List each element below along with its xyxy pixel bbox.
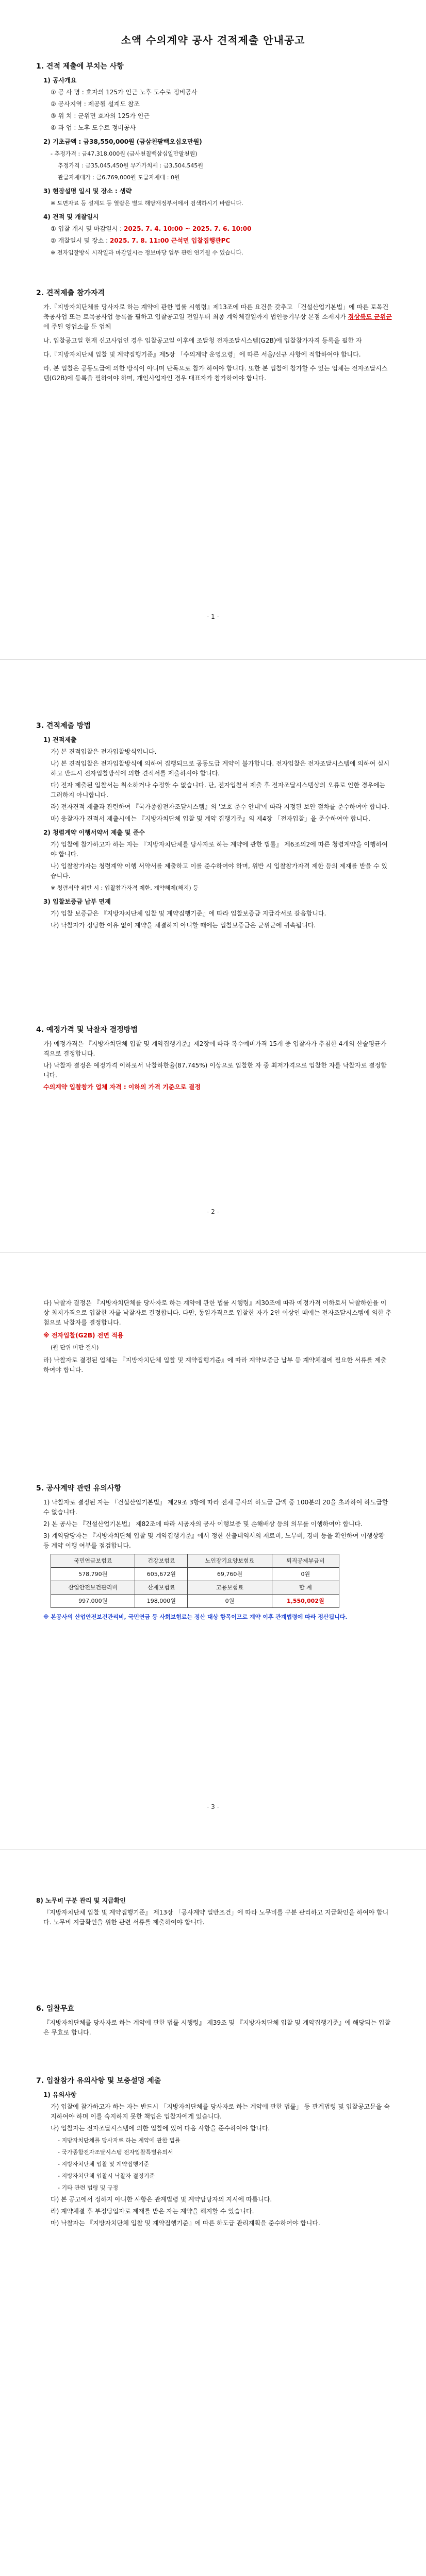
section-7-title: 7. 입찰참가 유의사항 및 보충설명 제출 (36, 2077, 161, 2085)
section-4-title: 4. 예정가격 및 낙찰자 결정방법 (36, 1026, 138, 1034)
labor-cost-text: 『지방자치단체 입찰 및 계약집행기준』 제13장 「공사계약 일반조건」에 따라 노무비를 구분 관리하고 지급확인을 하여야 합니다. 노무비 지급확인을 위한 관련 서류를 제출하여야 합니다. (43, 1909, 389, 1926)
notes-heading: 1) 유의사항 (43, 2091, 77, 2098)
page-number: - 2 - (207, 1208, 219, 1215)
bid-item: 다) 전자 제출된 입찰서는 취소하거나 수정할 수 없습니다. 단, 전자입찰서 제출 후 전자조달시스템상의 오류로 인한 경우에는 그러하지 아니합니다. (51, 782, 386, 799)
price-method-item: 나) 낙찰자 결정은 예정가격 이하로서 낙찰하한율(87.745%) 이상으로 입찰한 자 중 최저가격으로 입찰한 자를 낙찰자로 결정합니다. (43, 1062, 387, 1079)
qualification-item: 나. 입찰공고일 현재 신고사업인 경우 입찰공고일 이후에 조달청 전자조달시스템(G2B)에 입찰참가자격 등록을 필한 자 (43, 337, 362, 344)
bid-submission-heading: 1) 견적제출 (43, 736, 77, 743)
insurance-note: ※ 본공사의 산업안전보건관리비, 국민연금 등 사회보험료는 정산 대상 항목이므로 계약 이후 관계법령에 따라 정산됩니다. (43, 1614, 348, 1620)
page-divider (0, 659, 426, 660)
deposit-item: 나) 낙찰자가 정당한 이유 없이 계약을 체결하지 아니할 때에는 입찰보증금은 군위군에 귀속됩니다. (51, 922, 316, 929)
overview-item: ④ 과 업 : 노후 도수로 정비공사 (51, 124, 136, 131)
integrity-heading: 2) 청렴계약 이행서약서 제출 및 준수 (43, 829, 145, 836)
table-cell: 605,672원 (135, 1568, 188, 1581)
price-detail: 추정가격 : 금35,045,450원 부가가치세 : 금3,504,545원 (58, 162, 203, 169)
bid-item: 나) 본 견적입찰은 전자입찰방식에 의하여 집행되므로 공동도급 계약이 불가합니다. 전자입찰은 전자조달시스템에 의하여 실시하고 반드시 전자입찰방식에 의한 견적서를 제출하셔야 합니다. (51, 760, 390, 777)
table-header: 합 계 (272, 1581, 339, 1595)
table-header: 건강보험료 (135, 1554, 188, 1568)
table-cell: 578,790원 (51, 1568, 135, 1581)
section-4-continued (36, 1298, 392, 1377)
table-cell: 0원 (272, 1568, 339, 1581)
section-6-title: 6. 입찰무효 (36, 2005, 75, 2013)
table-header: 산재보험료 (135, 1581, 188, 1595)
section-2-title: 2. 견적제출 참가자격 (36, 289, 105, 297)
notes-subitem: - 지방자치단체를 당사자로 하는 계약에 관한 법률 (58, 2137, 181, 2144)
notes-subitem: - 기타 관련 법령 및 규정 (58, 2184, 119, 2191)
table-header: 퇴직공제부금비 (272, 1554, 339, 1568)
schedule-note: ※ 전자입찰방식 시작일과 마감일시는 정보마당 업무 관련 연기될 수 있습니다. (51, 249, 243, 256)
award-highlight: ※ 전자입찰(G2B) 전면 적용 (43, 1332, 124, 1339)
integrity-item: 가) 입찰에 참가하고자 하는 자는 『지방자치단체를 당사자로 하는 계약에 관한 법률』 제6조의2에 따른 청렴계약을 이행하여야 합니다. (51, 841, 388, 858)
award-note: (원 단위 미만 절사) (51, 1344, 99, 1351)
notes-item: 나) 입찰자는 전자조달시스템에 의한 입찰에 있어 다음 사항을 준수하여야 합니다. (51, 2125, 270, 2132)
schedule-heading: 4) 견적 및 개찰일시 (43, 213, 99, 221)
section-4 (36, 1025, 392, 1094)
section-2 (36, 289, 392, 385)
table-header: 산업안전보건관리비 (51, 1581, 135, 1595)
price-method-highlight: 수의계약 입찰참가 업체 자격 : 이하의 가격 기준으로 결정 (43, 1083, 201, 1091)
site-briefing: 3) 현장설명 일시 및 장소 : 생략 (43, 188, 132, 195)
integrity-item: 나) 입찰참가자는 청렴계약 이행 서약서를 제출하고 이를 준수하여야 하며, 위반 시 입찰참가자격 제한 등의 제재를 받을 수 있습니다. (51, 862, 387, 879)
section-1-title: 1. 견적 제출에 부치는 사항 (36, 62, 124, 71)
section-6 (36, 2004, 392, 2040)
invalid-bid-text: 『지방자치단체를 당사자로 하는 계약에 관한 법률 시행령』 제39조 및 『지방자치단체 입찰 및 계약집행기준』에 해당되는 입찰은 무효로 합니다. (43, 2019, 391, 2036)
notes-subitem: - 지방자치단체 입찰시 낙찰자 결정기준 (58, 2173, 155, 2179)
section-3-title: 3. 견적제출 방법 (36, 722, 91, 730)
notes-subitem: - 국가종합전자조달시스템 전자입찰특별유의서 (58, 2149, 173, 2156)
overview-item: ② 공사지역 : 제공될 설계도 참조 (51, 100, 140, 108)
bid-period: ① 입찰 개시 및 마감일시 : 2025. 7. 4. 10:00 ~ 2025. 7. 6. 10:00 (51, 225, 252, 232)
table-cell-total: 1,550,002원 (272, 1595, 339, 1608)
contract-note: 1) 낙찰자로 결정된 자는 『건설산업기본법』 제29조 3항에 따라 전체 공사의 하도급 금액 중 100분의 20을 초과하여 하도급할 수 없습니다. (43, 1499, 388, 1516)
bid-item: 가) 본 견적입찰은 전자입찰방식입니다. (51, 748, 157, 755)
bid-item: 마) 응찰자가 견적서 제출시에는 『지방자치단체 입찰 및 계약 집행기준』의 제4장 「전자입찰」을 준수하여야 합니다. (51, 815, 370, 822)
document-title: 소액 수의계약 공사 견적제출 안내공고 (121, 34, 305, 46)
section-5 (36, 1484, 392, 1624)
qualification-item: 다.『지방자치단체 입찰 및 계약집행기준』제5장 「수의계약 운영요령」에 따른 서울/신규 사항에 적합하여야 합니다. (43, 351, 361, 358)
page-number: - 3 - (207, 1803, 219, 1810)
labor-cost-section (36, 1896, 392, 1929)
notes-subitem: - 지방자치단체 입찰 및 계약집행기준 (58, 2161, 150, 2167)
contract-note: 2) 본 공사는 『건설산업기본법』 제82조에 따라 시공자의 공사 이행보증 및 손해배상 등의 의무를 이행하여야 합니다. (43, 1520, 363, 1528)
price-detail: - 추정가격 : 금47,318,000원 (금사천칠백삼십일만팔천원) (51, 150, 198, 157)
qualification-item: 가.『지방자치단체를 당사자로 하는 계약에 관한 법률 시행령』제13조에 따른 요건을 갖추고 「건설산업기본법」에 따른 토목건축공사업 또는 토목공사업 등록을 필하고 입찰공고일 전일부터 최종 계약체결일까지 법인등기부상 본점 소재지가 경상북도 군위군에 주된 영업소를 둔 업체 (43, 303, 392, 330)
table-header: 노인장기요양보험료 (188, 1554, 272, 1568)
section-1 (36, 62, 392, 260)
base-price: 2) 기초금액 : 금38,550,000원 (금삼천팔백오십오만원) (43, 138, 202, 145)
award-item: 다) 낙찰자 결정은 『지방자치단체를 당사자로 하는 계약에 관한 법률 시행령』제30조에 따라 예정가격 이하로서 낙찰하한율 이상 최저가격으로 입찰한 자를 낙찰자로 결정합니다. 다만, 동일가격으로 입찰한 자가 2인 이상인 때에는 전자조달시스템에 의한 추첨으로 낙찰자를 결정합니다. (43, 1299, 392, 1326)
price-detail: 관급자재대가 : 금6,769,000원 도급자재대 : 0원 (58, 174, 180, 181)
price-method-item: 가) 예정가격은 『지방자치단체 입찰 및 계약집행기준』제2장에 따라 복수예비가격 15개 중 입찰자가 추첨한 4개의 산술평균가격으로 결정합니다. (43, 1040, 387, 1057)
bid-item: 라) 전자견적 제출과 관련하여 『국가종합전자조달시스템』의 '보호 준수 안내'에 따라 지정된 보안 절차를 준수하여야 합니다. (51, 803, 389, 810)
notes-item: 마) 낙찰자는 『지방자치단체 입찰 및 계약집행기준』에 따른 하도급 관리계획을 준수하여야 합니다. (51, 2219, 320, 2227)
table-header: 국민연금보험료 (51, 1554, 135, 1568)
page-number: - 1 - (207, 613, 219, 620)
award-item: 라) 낙찰자로 결정된 업체는 『지방자치단체 입찰 및 계약집행기준』에 따라 계약보증금 납부 등 계약체결에 필요한 서류를 제출하여야 합니다. (43, 1357, 387, 1374)
opening-time: ② 개찰일시 및 장소 : 2025. 7. 8. 11:00 근석면 입찰집행관PC (51, 237, 231, 244)
project-overview-heading: 1) 공사개요 (43, 77, 77, 84)
notes-item: 가) 입찰에 참가하고자 하는 자는 반드시 「지방자치단체를 당사자로 하는 계약에 관한 법률」 등 관계법령 및 입찰공고문을 숙지하여야 하며 이를 숙지하지 못한 책임은 입찰자에게 있습니다. (51, 2103, 390, 2120)
table-cell: 0원 (188, 1595, 272, 1608)
table-header: 고용보험료 (188, 1581, 272, 1595)
table-cell: 997,000원 (51, 1595, 135, 1608)
integrity-note: ※ 청렴서약 위반 시 : 입찰참가자격 제한, 계약해제(해지) 등 (51, 885, 199, 891)
site-briefing-note: ※ 도면자료 등 설계도 등 열람은 별도 해당재정부서에서 검색하시기 바랍니다. (51, 200, 243, 207)
section-7 (36, 2076, 392, 2230)
overview-item: ① 공 사 명 : 효자의 125가 인근 노후 도수로 정비공사 (51, 89, 198, 96)
labor-cost-heading: 8) 노무비 구분 관리 및 지급확인 (36, 1897, 126, 1904)
deposit-item: 가) 입찰 보증금은 『지방자치단체 입찰 및 계약집행기준』에 따라 입찰보증금 지급각서로 갈음합니다. (51, 910, 326, 917)
section-5-title: 5. 공사계약 관련 유의사항 (36, 1484, 121, 1493)
deposit-heading: 3) 입찰보증금 납부 면제 (43, 898, 111, 905)
qualification-item: 라. 본 입찰은 공동도급에 의한 방식이 아니며 단독으로 참가 하여야 합니다. 또한 본 입찰에 참가할 수 있는 업체는 전자조달시스템(G2B)에 등록을 필하여야 하며, 개인사업자인 경우 대표자가 참가하여야 합니다. (43, 365, 388, 382)
table-cell: 69,760원 (188, 1568, 272, 1581)
notes-item: 라) 계약체결 후 부정당업자로 제재를 받은 자는 계약을 해지할 수 있습니다. (51, 2208, 254, 2215)
contract-note: 3) 계약담당자는 『지방자치단체 입찰 및 계약집행기준』에서 정한 산출내역서의 재료비, 노무비, 경비 등을 확인하여 이행상황 등 계약 이행 여부를 점검합니다. (43, 1532, 385, 1549)
notes-item: 다) 본 공고에서 정하지 아니한 사항은 관계법령 및 계약담당자의 지시에 따릅니다. (51, 2196, 272, 2203)
overview-item: ③ 위 치 : 군위면 효자의 125가 인근 (51, 112, 150, 120)
insurance-table (51, 1554, 339, 1608)
table-cell: 198,000원 (135, 1595, 188, 1608)
section-3 (36, 721, 392, 933)
